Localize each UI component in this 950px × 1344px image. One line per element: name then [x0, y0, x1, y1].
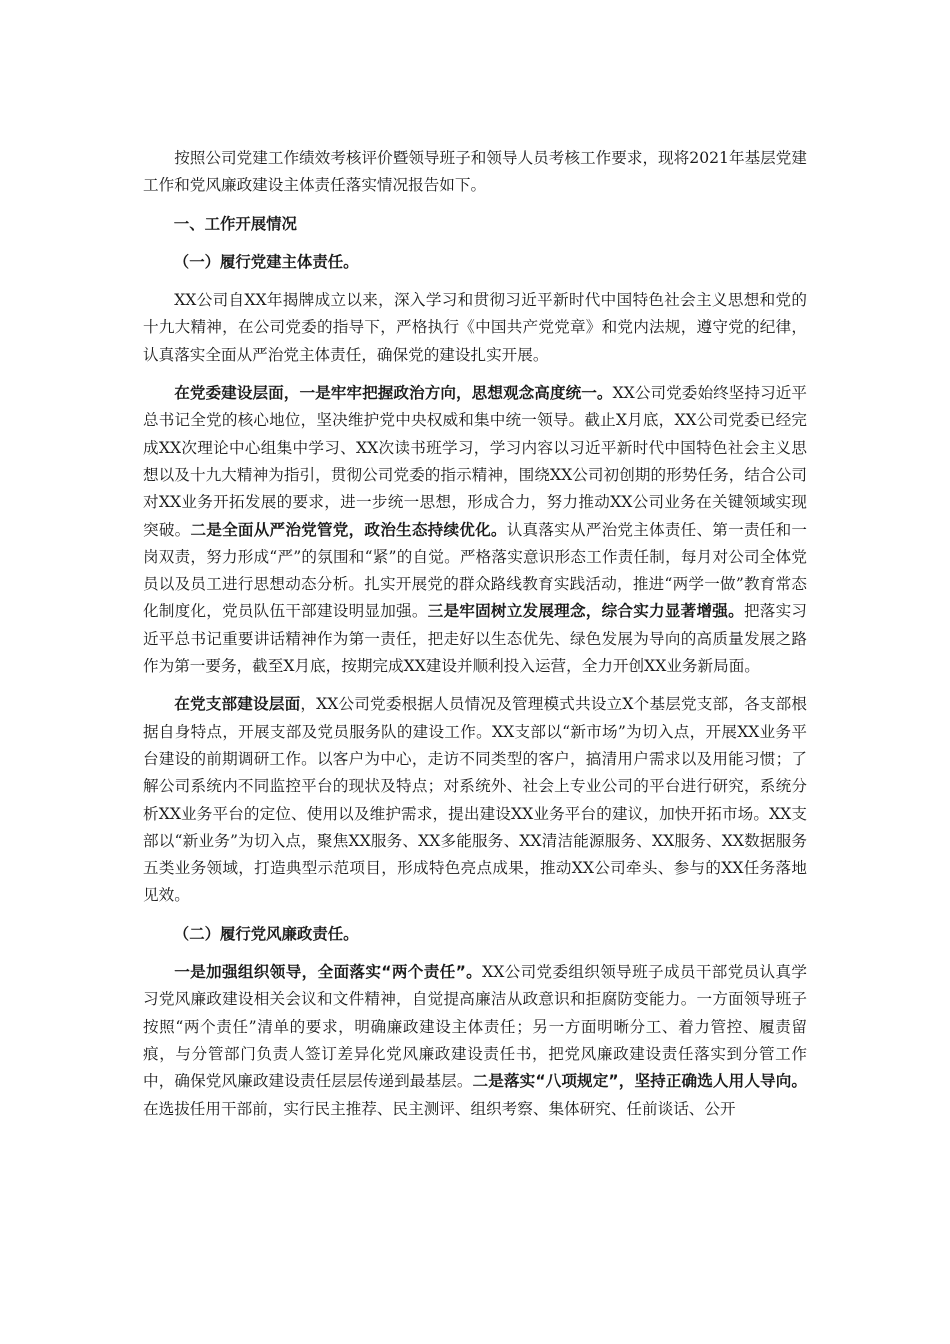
section-title-work: 一、工作开展情况 [173, 214, 297, 233]
text-committee-3: 把落实习近平总书记重要讲话精神作为第一责任，把走好以生态优先、绿色发展为导向的高质量发展之路作为第一要务，截至X月底，按期完成XX建设并顺利投入运营，全力开创XX业务新局面。 [143, 602, 807, 676]
paragraph-party-committee [143, 380, 807, 680]
bold-organization-leadership: 一是加强组织领导，全面落实“两个责任”。 [174, 963, 483, 982]
bold-lead-committee: 在党委建设层面，一是牢牢把握政治方向，思想观念高度统一。 [174, 384, 613, 403]
paragraph-company-overview: XX公司自XX年揭牌成立以来，深入学习和贯彻习近平新时代中国特色社会主义思想和党的十九大精神，在公司党委的指导下，严格执行《中国共产党党章》和党内法规，遵守党的纪律，认真落实全面从严治党主体责任，确保党的建设扎实开展。 [143, 291, 807, 364]
paragraph-integrity [143, 959, 807, 1123]
intro-paragraph: 按照公司党建工作绩效考核评价暨领导班子和领导人员考核工作要求，现将2021年基层党建工作和党风廉政建设主体责任落实情况报告如下。 [143, 149, 807, 195]
paragraph-party-branch [143, 691, 807, 909]
document-page [143, 145, 807, 1123]
subsection-title-party-building: （一）履行党建主体责任。 [173, 252, 359, 271]
text-committee-1: XX公司党委始终坚持习近平总书记全党的核心地位，坚决维护党中央权威和集中统一领导。截止X月底，XX公司党委已经完成XX次理论中心组集中学习、XX次读书班学习，学习内容以习近平新时代中国特色社会主义思想以及十九大精神为指引，贯彻公司党委的指示精神，围绕XX公司初创期的形势任务，结合公司对XX业务开拓发展的要求，进一步统一思想，形成合力，努力推动XX公司业务在关键领域实现突破。 [143, 384, 807, 539]
bold-eight-rules: 二是落实“八项规定”，坚持正确选人用人导向。 [472, 1072, 807, 1091]
text-integrity-2: 在选拔任用干部前，实行民主推荐、民主测评、组织考察、集体研究、任前谈话、公开 [143, 1099, 736, 1118]
text-integrity-1: XX公司党委组织领导班子成员干部党员认真学习党风廉政建设相关会议和文件精神，自觉提高廉洁从政意识和拒腐防变能力。一方面领导班子按照“两个责任”清单的要求，明确廉政建设主体责任；另一方面明晰分工、着力管控、履责留痕，与分管部门负责人签订差异化党风廉政建设责任书，把党风廉政建设责任落实到分管工作中，确保党风廉政建设责任层层传递到最基层。 [143, 963, 808, 1091]
bold-lead-branch: 在党支部建设层面 [174, 695, 301, 714]
bold-development-concept: 三是牢固树立发展理念，综合实力显著增强。 [427, 602, 744, 621]
text-committee-2: 认真落实从严治党主体责任、第一责任和一岗双责，努力形成“严”的氛围和“紧”的自觉。严格落实意识形态工作责任制，每月对公司全体党员以及员工进行思想动态分析。扎实开展党的群众路线教育实践活动，推进“两学一做”教育常态化制度化，党员队伍干部建设明显加强。 [143, 520, 807, 621]
bold-strict-governance: 二是全面从严治党管党，政治生态持续优化。 [190, 520, 507, 539]
text-branch: ，XX公司党委根据人员情况及管理模式共设立X个基层党支部，各支部根据自身特点，开展支部及党员服务队的建设工作。XX支部以“新市场”为切入点，开展XX业务平台建设的前期调研工作。以客户为中心，走访不同类型的客户，搞清用户需求以及用能习惯；了解公司系统内不同监控平台的现状及特点；对系统外、社会上专业公司的平台进行研究，系统分析XX业务平台的定位、使用以及维护需求，提出建设XX业务平台的建议，加快开拓市场。XX支部以“新业务”为切入点，聚焦XX服务、XX多能服务、XX清洁能源服务、XX服务、XX数据服务五类业务领域，打造典型示范项目，形成特色亮点成果，推动XX公司牵头、参与的XX任务落地见效。 [143, 695, 807, 905]
subsection-title-integrity: （二）履行党风廉政责任。 [173, 924, 359, 943]
